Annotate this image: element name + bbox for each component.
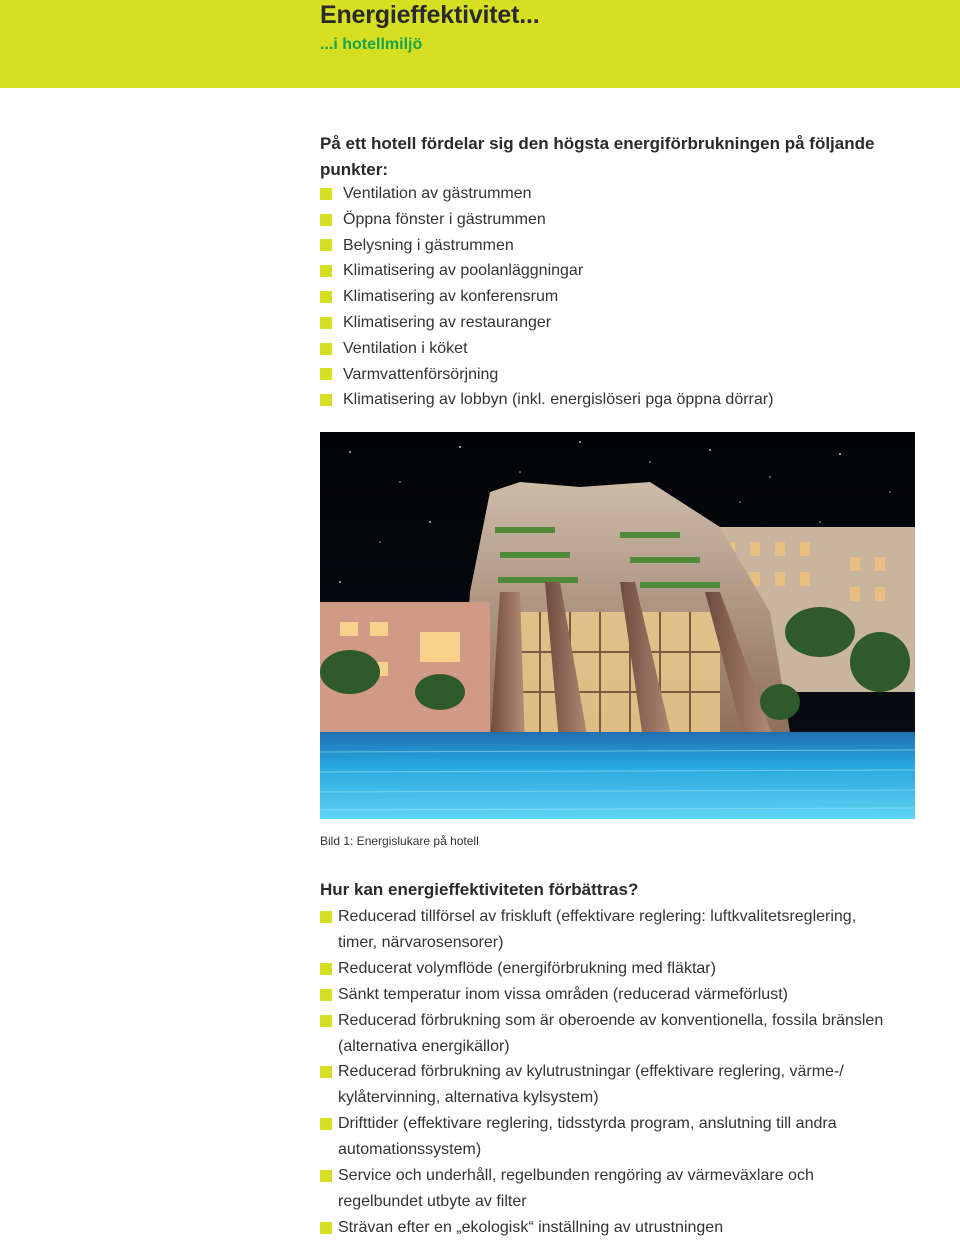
page-title: Energieffektivitet... bbox=[320, 1, 540, 29]
square-bullet-icon bbox=[320, 368, 332, 380]
list-item bbox=[320, 1008, 890, 1060]
square-bullet-icon bbox=[320, 317, 332, 329]
list-item-text: Ventilation av gästrummen bbox=[343, 185, 532, 202]
list-item bbox=[320, 1111, 890, 1163]
list-item-text: Klimatisering av restauranger bbox=[343, 313, 552, 331]
list-item-text: Öppna fönster i gästrummen bbox=[343, 210, 546, 228]
square-bullet-icon bbox=[320, 989, 332, 1001]
list-item-text: Reducerad tillförsel av friskluft (effektivare reglering: luftkvalitetsreglering, timer, närvarosensorer) bbox=[338, 908, 857, 951]
list-item-text: Belysning i gästrummen bbox=[343, 236, 514, 254]
list-item bbox=[320, 956, 890, 982]
list-item bbox=[320, 207, 773, 233]
square-bullet-icon bbox=[320, 1066, 332, 1078]
list-item-text: Klimatisering av poolanläggningar bbox=[343, 262, 584, 280]
list-item-text: Klimatisering av lobbyn (inkl. energislöseri pga öppna dörrar) bbox=[343, 391, 774, 409]
square-bullet-icon bbox=[320, 963, 332, 975]
list-item bbox=[320, 336, 773, 362]
list-item-text: Ventilation i köket bbox=[343, 339, 468, 357]
square-bullet-icon bbox=[320, 239, 332, 251]
square-bullet-icon bbox=[320, 394, 332, 406]
square-bullet-icon bbox=[320, 1015, 332, 1027]
hotel-illustration bbox=[320, 432, 915, 819]
section-heading: Hur kan energieffektiviteten förbättras? bbox=[320, 880, 639, 899]
list-item bbox=[320, 362, 773, 388]
list-item bbox=[320, 982, 890, 1008]
list-item bbox=[320, 181, 773, 207]
list-item-text: Varmvattenförsörjning bbox=[343, 365, 499, 383]
list-item bbox=[320, 284, 773, 310]
square-bullet-icon bbox=[320, 291, 332, 303]
hotel-night-photo bbox=[320, 432, 915, 819]
list-item bbox=[320, 904, 890, 956]
list-item-text: Reducerat volymflöde (energiförbrukning med fläktar) bbox=[338, 959, 716, 977]
list-item bbox=[320, 233, 773, 259]
list-item-text: Drifttider (effektivare reglering, tidsstyrda program, anslutning till andra automationssystem) bbox=[338, 1115, 837, 1159]
square-bullet-icon bbox=[320, 343, 332, 355]
list-item bbox=[320, 1059, 890, 1111]
list-item bbox=[320, 1163, 890, 1215]
page-subtitle: ...i hotellmiljö bbox=[320, 36, 423, 53]
figure-caption: Bild 1: Energislukare på hotell bbox=[320, 834, 479, 848]
intro-heading: På ett hotell fördelar sig den högsta energiförbrukningen på följande punkter: bbox=[320, 134, 875, 179]
list-item-text: Strävan efter en „ekologisk“ inställning av utrustningen bbox=[338, 1218, 724, 1236]
list-item bbox=[320, 310, 773, 336]
list-item-text: Reducerad förbrukning av kylutrustningar (effektivare reglering, värme-/ kylåtervinning, alternativa kylsystem) bbox=[338, 1063, 844, 1107]
consumption-list bbox=[320, 181, 773, 413]
list-item-text: Sänkt temperatur inom vissa områden (reducerad värmeförlust) bbox=[338, 985, 788, 1003]
square-bullet-icon bbox=[320, 188, 332, 200]
improvements-list bbox=[320, 904, 890, 1241]
square-bullet-icon bbox=[320, 911, 332, 923]
list-item bbox=[320, 258, 773, 284]
square-bullet-icon bbox=[320, 265, 332, 277]
square-bullet-icon bbox=[320, 214, 332, 226]
list-item bbox=[320, 387, 773, 413]
list-item-text: Klimatisering av konferensrum bbox=[343, 288, 559, 306]
list-item bbox=[320, 1215, 890, 1241]
list-item-text: Service och underhåll, regelbunden rengöring av värmeväxlare och regelbundet utbyte av filter bbox=[338, 1167, 814, 1210]
list-item-text: Reducerad förbrukning som är oberoende av konventionella, fossila bränslen (alternativa energikällor) bbox=[338, 1011, 884, 1055]
square-bullet-icon bbox=[320, 1118, 332, 1130]
square-bullet-icon bbox=[320, 1222, 332, 1234]
square-bullet-icon bbox=[320, 1170, 332, 1182]
